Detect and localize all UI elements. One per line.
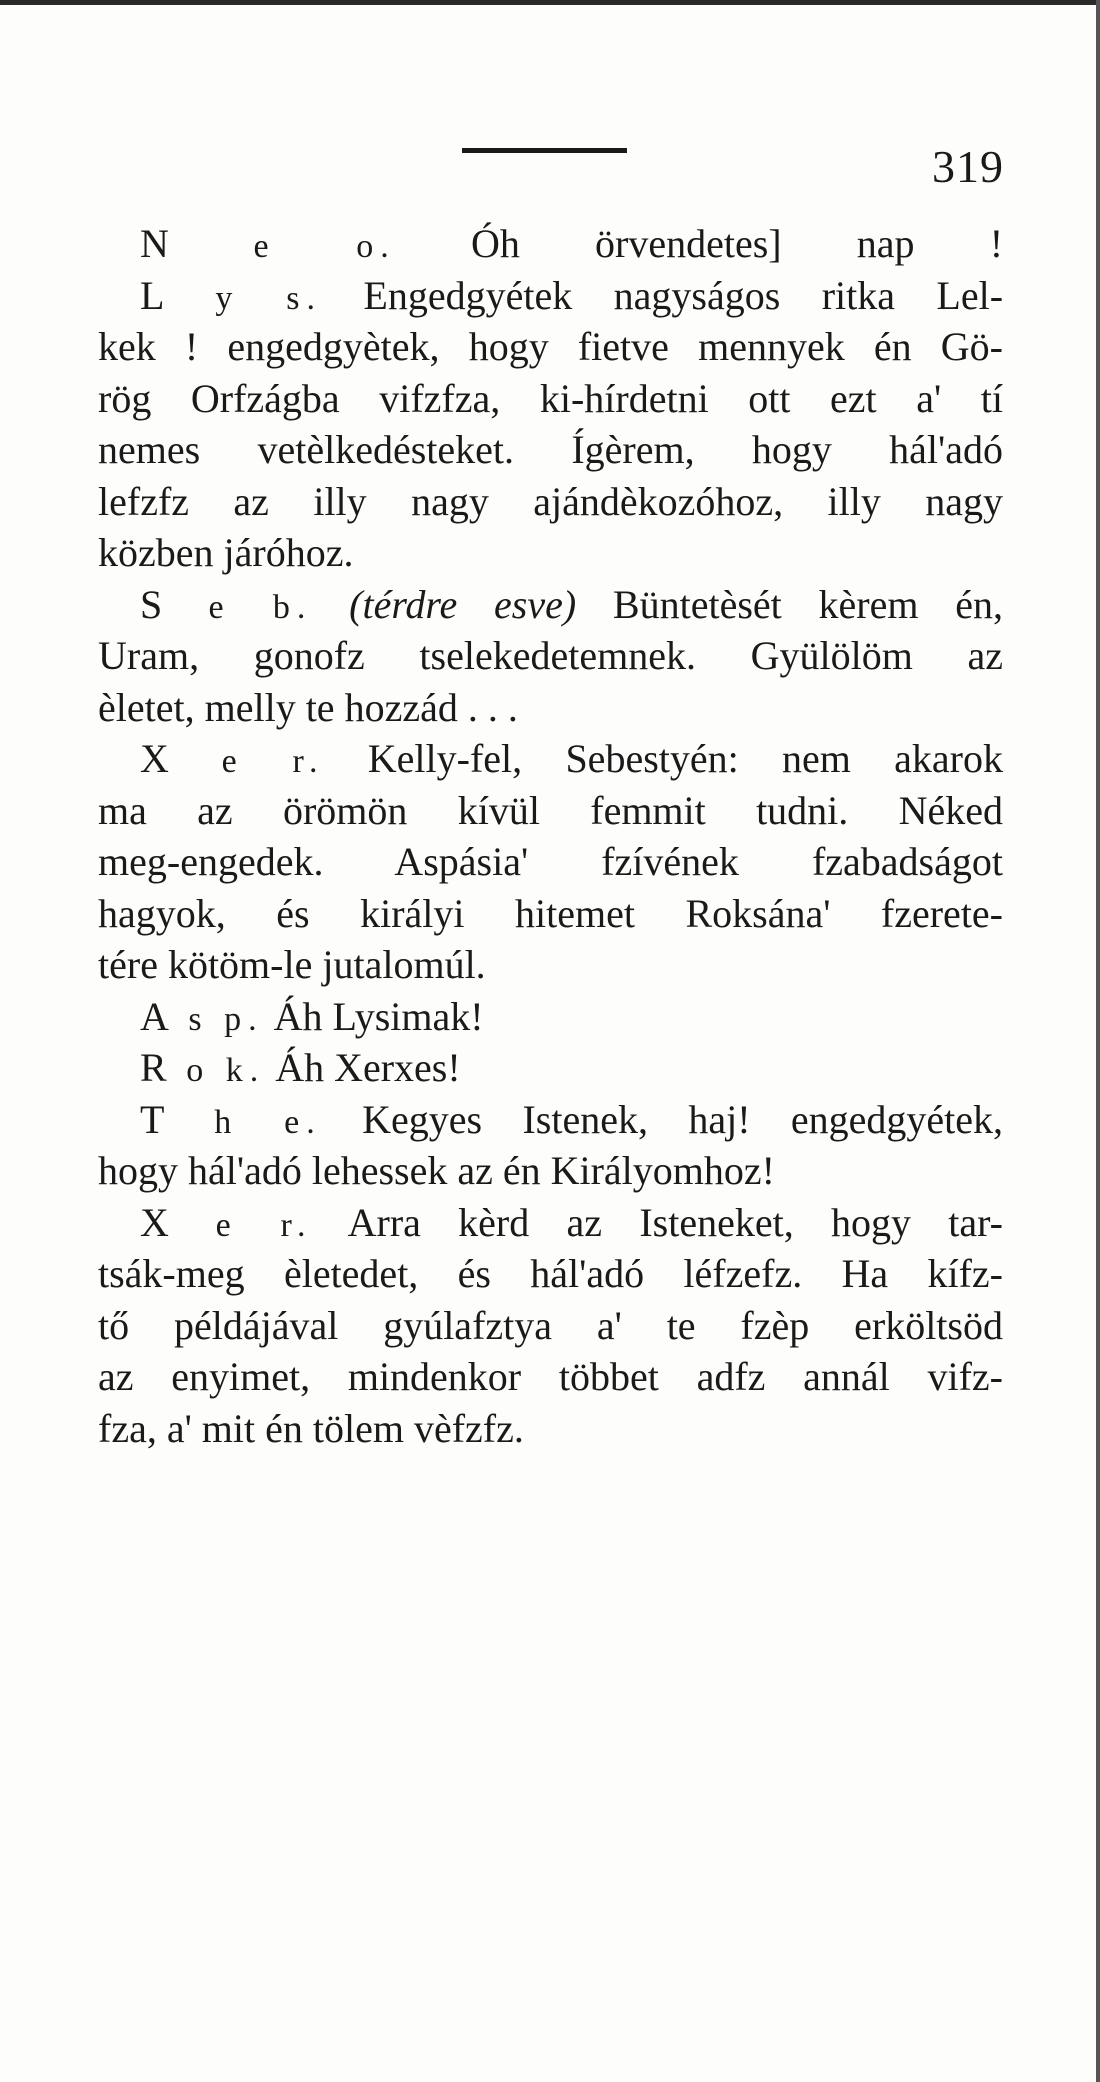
speech-line-with-speaker — [98, 270, 1003, 322]
speech-line-with-speaker — [98, 733, 1003, 785]
text-line — [98, 682, 1003, 734]
line-text: tére kötöm-le jutalomúl. — [98, 942, 486, 987]
header-rule — [462, 148, 627, 153]
line-text: fza, a' mit én tölem vèfzfz. — [98, 1405, 524, 1451]
text-line — [98, 785, 1003, 837]
line-text: hagyok, és királyi hitemet Roksána' fzerete- — [98, 890, 1003, 936]
line-text: lefzfz az illy nagy ajándèkozóhoz, illy nagy — [98, 478, 1003, 524]
speech-line-with-speaker — [98, 1042, 1003, 1094]
line-text: Arra kèrd az Isteneket, hogy tar- — [347, 1199, 1003, 1245]
page-number: 319 — [932, 141, 1004, 192]
speech-line-with-speaker — [98, 579, 1003, 631]
line-text: Kelly-fel, Sebestyén: nem akarok — [367, 736, 1003, 781]
line-text: kek ! engedgyètek, hogy fietve mennyek én Gö- — [98, 324, 1003, 369]
dialogue-text — [98, 218, 1003, 1454]
speaker-name: N e o. — [140, 221, 396, 266]
text-line — [98, 373, 1003, 425]
line-text: Áh Xerxes! — [275, 1045, 461, 1090]
line-text: Áh Lysimak! — [273, 993, 484, 1039]
right-edge-border — [1096, 0, 1100, 2082]
text-line — [98, 1351, 1003, 1403]
line-text: rög Orfzágba vifzfza, ki-hírdetni ott ezt a' tí — [98, 375, 1003, 421]
speaker-name: X e r. — [140, 736, 325, 781]
speech-line-with-speaker — [98, 218, 1003, 270]
text-line — [98, 1403, 1003, 1455]
text-line — [98, 321, 1003, 373]
line-text: hogy hál'adó lehessek az én Királyomhoz! — [98, 1148, 775, 1193]
speech-line-with-speaker — [98, 1197, 1003, 1249]
text-line — [98, 888, 1003, 940]
text-line — [98, 1300, 1003, 1352]
speaker-name: X e r. — [140, 1199, 313, 1245]
speaker-name: L y s. — [140, 272, 322, 318]
speech-line-with-speaker — [98, 1094, 1003, 1146]
line-text: Kegyes Istenek, haj! engedgyétek, — [362, 1096, 1004, 1142]
speaker-name: S e b. — [140, 581, 313, 627]
stage-direction: (térdre esve) — [349, 581, 577, 627]
text-line — [98, 424, 1003, 476]
line-text: Uram, gonofz tselekedetemnek. Gyülölöm az — [98, 633, 1003, 678]
line-text: meg-engedek. Aspásia' fzívének fzabadságot — [98, 839, 1003, 884]
line-text: közben járóhoz. — [98, 530, 354, 575]
text-line — [98, 836, 1003, 888]
line-text: Engedgyétek nagyságos ritka Lel- — [363, 272, 1004, 318]
speech-line-with-speaker — [98, 991, 1003, 1043]
line-text: (térdre esve) Büntetèsét kèrem én, — [349, 581, 1004, 627]
line-text: ma az örömön kívül femmit tudni. Néked — [98, 787, 1003, 833]
text-line — [98, 527, 1003, 579]
top-edge-border — [0, 0, 1100, 5]
speaker-name: A s p. — [140, 993, 264, 1039]
speaker-name: R o k. — [140, 1045, 266, 1090]
text-line — [98, 1248, 1003, 1300]
text-line — [98, 939, 1003, 991]
line-text: nemes vetèlkedésteket. Ígèrem, hogy hál'adó — [98, 427, 1003, 472]
line-text: Óh örvendetes] nap ! — [470, 221, 1004, 266]
speaker-name: T h e. — [140, 1096, 322, 1142]
line-text: tsák-meg èletedet, és hál'adó léfzefz. Ha kífz- — [98, 1251, 1003, 1296]
text-line — [98, 476, 1003, 528]
text-line — [98, 630, 1003, 682]
line-text: tő példájával gyúlafztya a' te fzèp erköltsöd — [98, 1302, 1003, 1348]
line-text: èletet, melly te hozzád . . . — [98, 684, 518, 730]
text-line — [98, 1145, 1003, 1197]
line-text: az enyimet, mindenkor többet adfz annál vifz- — [98, 1354, 1003, 1399]
